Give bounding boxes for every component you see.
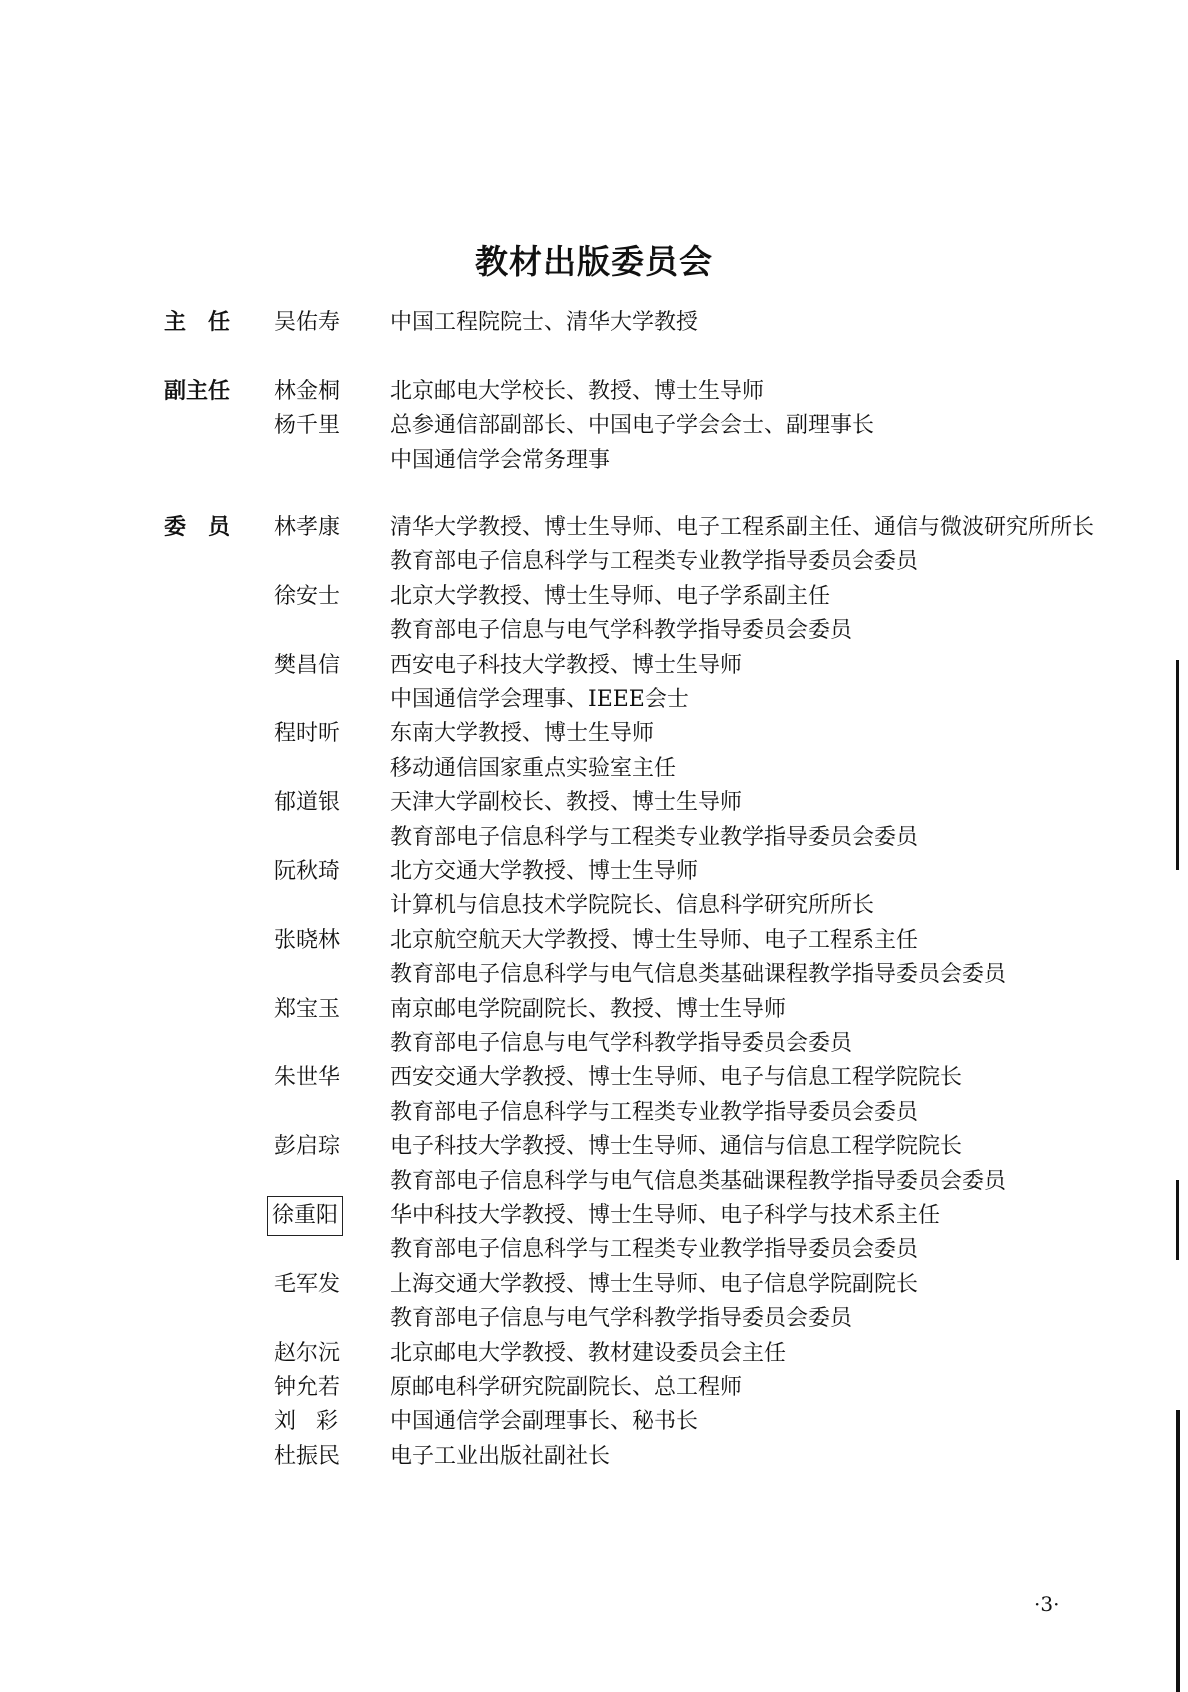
member-name: 刘彩 [274,1409,359,1435]
member-title: 教育部电子信息科学与工程类专业教学指导委员会委员 [390,824,919,850]
member-name: 赵尔沅 [274,1340,341,1366]
page-title: 教材出版委员会 [475,242,713,281]
member-title: 电子科技大学教授、博士生导师、通信与信息工程学院院长 [390,1134,963,1160]
entry-row [0,821,1188,855]
entry-row [0,1302,1188,1336]
member-title: 教育部电子信息科学与工程类专业教学指导委员会委员 [390,549,919,575]
entry-row [0,1096,1188,1130]
member-name: 林金桐 [274,379,341,404]
entry-row [0,855,1188,889]
member-name: 徐重阳 [270,1199,340,1233]
role-label: 主任 [164,310,253,335]
member-title: 移动通信国家重点实验室主任 [390,755,677,781]
entry-row [0,444,1188,478]
member-name: 毛军发 [274,1271,341,1297]
member-title: 教育部电子信息科学与电气信息类基础课程教学指导委员会委员 [390,1168,1007,1194]
entry-row [0,649,1188,683]
entry-row [0,511,1188,545]
entry-row [0,614,1188,648]
member-name: 阮秋琦 [274,859,341,884]
member-title: 华中科技大学教授、博士生导师、电子科学与技术系主任 [390,1203,941,1228]
member-title: 教育部电子信息与电气学科教学指导委员会委员 [390,1031,853,1056]
member-title: 中国通信学会理事、IEEE会士 [390,687,689,712]
entry-row [0,752,1188,786]
member-name: 朱世华 [274,1065,341,1091]
member-title: 总参通信部副部长、中国电子学会会士、副理事长 [390,413,875,439]
entry-row [0,1061,1188,1095]
entry-row [0,717,1188,751]
entry-row [0,1440,1188,1474]
entry-row [0,924,1188,958]
member-title: 教育部电子信息与电气学科教学指导委员会委员 [390,618,853,644]
entry-row [0,580,1188,614]
entry-row [0,545,1188,579]
entry-row [0,1337,1188,1371]
entry-row [0,1405,1188,1439]
entry-row [0,889,1188,923]
scan-edge-mark [1176,660,1179,870]
member-title: 中国工程院院士、清华大学教授 [390,310,699,335]
entry-row [0,375,1188,409]
member-title: 中国通信学会副理事长、秘书长 [390,1409,699,1435]
member-title: 北京邮电大学教授、教材建设委员会主任 [390,1340,787,1366]
member-title: 中国通信学会常务理事 [390,447,611,473]
entry-row [0,1165,1188,1199]
entry-row [0,1371,1188,1405]
member-name: 徐安士 [274,583,341,609]
member-name: 彭启琮 [274,1134,341,1160]
entry-row [0,1199,1188,1233]
member-title: 北京邮电大学校长、教授、博士生导师 [390,379,765,404]
member-title: 南京邮电学院副院长、教授、博士生导师 [390,996,787,1022]
entry-row [0,786,1188,820]
member-name: 杜振民 [274,1443,341,1469]
entry-row [0,1130,1188,1164]
role-label: 委员 [164,515,253,540]
entry-row [0,683,1188,717]
entry-row [0,958,1188,992]
entry-row [0,306,1188,340]
member-title: 教育部电子信息科学与工程类专业教学指导委员会委员 [390,1237,919,1263]
member-title: 北京大学教授、博士生导师、电子学系副主任 [390,583,831,609]
entry-row [0,1027,1188,1061]
member-name: 张晓林 [274,927,341,953]
member-name: 郑宝玉 [274,996,341,1022]
member-title: 北京航空航天大学教授、博士生导师、电子工程系主任 [390,927,919,953]
member-title: 教育部电子信息与电气学科教学指导委员会委员 [390,1306,853,1332]
member-name: 钟允若 [274,1375,341,1400]
member-name: 郁道银 [274,790,341,816]
member-name: 樊昌信 [274,652,341,678]
scan-edge-mark [1176,1410,1180,1692]
member-name: 杨千里 [274,413,341,439]
member-name: 程时昕 [274,721,341,747]
entry-row [0,409,1188,443]
entry-row [0,993,1188,1027]
member-title: 电子工业出版社副社长 [390,1443,611,1469]
member-title: 教育部电子信息科学与工程类专业教学指导委员会委员 [390,1099,919,1125]
member-title: 北方交通大学教授、博士生导师 [390,859,699,884]
entry-row [0,1233,1188,1267]
entry-row [0,1268,1188,1302]
member-title: 西安电子科技大学教授、博士生导师 [390,652,743,678]
member-title: 东南大学教授、博士生导师 [390,721,655,747]
member-title: 计算机与信息技术学院院长、信息科学研究所所长 [390,893,875,919]
member-title: 清华大学教授、博士生导师、电子工程系副主任、通信与微波研究所所长 [390,515,1095,540]
member-title: 上海交通大学教授、博士生导师、电子信息学院副院长 [390,1271,919,1297]
member-title: 原邮电科学研究院副院长、总工程师 [390,1375,743,1400]
member-title: 教育部电子信息科学与电气信息类基础课程教学指导委员会委员 [390,962,1007,988]
page-number: ·3· [1034,1592,1060,1616]
member-title: 天津大学副校长、教授、博士生导师 [390,790,743,816]
role-label: 副主任 [164,379,231,404]
scan-edge-mark [1176,1180,1179,1260]
member-name: 林孝康 [274,515,341,540]
member-title: 西安交通大学教授、博士生导师、电子与信息工程学院院长 [390,1065,963,1091]
member-name: 吴佑寿 [274,310,341,335]
